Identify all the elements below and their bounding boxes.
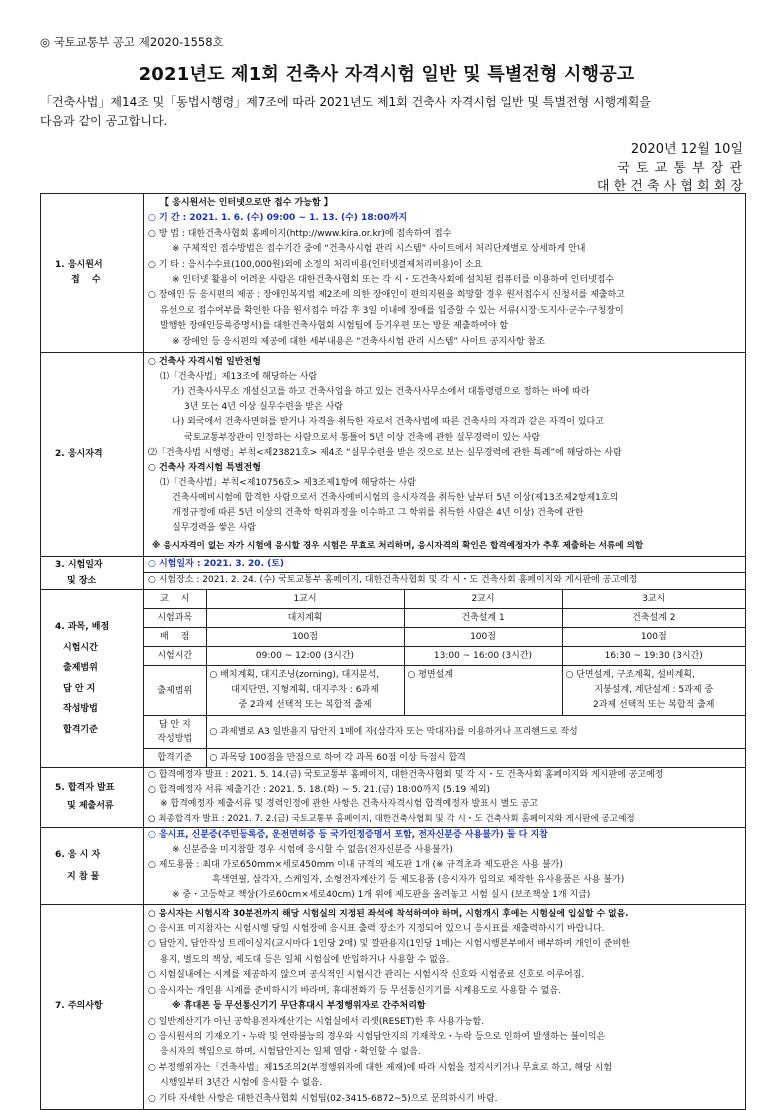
content-line: 용지, 별도의 책상, 제도대 등은 일체 시험실에 반입하거나 사용할 수 없음. [160,954,450,965]
content-line: ○ 제도용품 : 최대 가로650mm×세로450mm 이내 규격의 제도판 1개 (※ 규격초과 제도판은 사용 불가) [148,860,563,871]
content-line: 개정규정에 따른 5년 이상의 건축학 학위과정을 이수하고 그 학위를 취득한 사람은 4년 이상) 건축에 관한 [172,508,584,518]
content-line: ○ 응시자는 시험시작 30분전까지 해당 시험실의 지정된 좌석에 착석하여야 하며, 시험개시 후에는 시험실에 입실할 수 없음. [148,908,629,919]
content-line: ※ 응시자격이 없는 자가 시험에 응시할 경우 시험은 무효로 처리하며, 응시자격의 확인은 합격예정자가 추후 제출하는 서류에 의함 [152,541,644,552]
content-line: 건축사예비시험에 합격한 사람으로서 건축사예비시험의 응시자격을 취득한 날부터 5년 이상(제13조제2항제1호의 [172,492,619,503]
content-line: ○ 기 타 : 응시수수료(100,000원)외에 소정의 처리비용(인터넷결제처리비용)이 소요 [148,259,483,270]
cell: 16:30 ~ 19:30 (3시간) [562,647,745,666]
row-label: 배 점 [144,628,206,647]
row-subject [144,609,745,628]
issuer-ministry: 국 토 교 통 부 장 관 [617,161,743,176]
section-label: 6. 응 시 자 지 참 물 [41,827,144,904]
content-line: ○ 기 간 : 2021. 1. 6. (수) 09:00 ~ 1. 13. (수) 18:00까지 [148,213,408,224]
cell: ○ 과제별로 A3 일반용지 답안지 1매에 자(삼각자 또는 막대자)를 이용하거나 프리핸드로 작성 [206,716,745,749]
section-exam-date [41,557,746,590]
section-label: 1. 응시원서 접 수 [41,194,144,353]
content-line: ⑵「건축사법 시행령」부칙<제23821호> 제4조 “실무수련을 받은 것으로 보는 실무경력에 관한 특례”에 해당하는 사람 [148,447,622,458]
cell: 09:00 ~ 12:00 (3시간) [206,647,404,666]
content-line: ※ 합격예정자 제출서류 및 경력인정에 관한 사항은 건축사자격시험 합격예정자 발표시 별도 공고 [160,799,539,810]
section-content [144,194,746,353]
cell: ○ 단면설계, 구조계획, 설비계획, 지붕설계, 계단설계 : 5과제 중 2과제 선택적 또는 복합적 출제 [562,666,745,716]
content-line: ○ 합격예정자 서류 제출기간 : 2021. 5. 18.(화) ~ 5. 21.(금) 18:00까지 (5.19 제외) [148,784,491,795]
section-cautions [41,904,746,1109]
cell: 2교시 [404,590,562,609]
row-scope [144,666,745,716]
content-line: ○ 기타 자세한 사항은 대한건축사협회 시험팀(02-3415-6872~5)으로 문의하시기 바람. [148,1093,498,1104]
cell: ○ 배치계획, 대지조닝(zorning), 대지분석, 대지단면, 지형계획, 대지주차 : 6과제 중 2과제 선택적 또는 복합적 출제 [206,666,404,716]
content-line: ※ 장애인 등 응시편의 제공에 대한 세부내용은 “건축사시험 관리 시스템” 사이트 공지사항 참조 [172,336,545,347]
intro-text [40,93,745,131]
content-line: ○ 건축사 자격시험 일반전형 [148,357,261,368]
intro-line-2: 다음과 같이 공고합니다. [40,114,168,128]
section-content [144,557,746,590]
section-application [41,194,746,353]
row-answer [144,716,745,749]
content-line: ※ 중・고등학교 책상(가로60cm×세로40cm) 1개 위에 제도판을 올려놓고 시험 실시 (보조책상 1개 지급) [172,890,591,901]
content-line: ⑴「건축사법」부칙<제10756호> 제3조제1항에 해당하는 사람 [160,477,416,488]
page-title: 2021년도 제1회 건축사 자격시험 일반 및 특별전형 시행공고 [138,64,635,85]
section-label: 7. 주의사항 [41,904,144,1109]
section-content [144,827,746,904]
content-line: 흑색연필, 삼각자, 스케일자, 소형전자계산기 등 제도용품 (응시자가 임의로 제작한 유사용품은 사용 불가) [212,875,625,886]
content-line: ○ 방 법 : 대한건축사협회 홈페이지(http://www.kira.or.kr)에 접속하여 접수 [148,228,452,239]
cell: 1교시 [206,590,404,609]
notice-table [40,193,746,1110]
content-line: 국토교통부장관이 인정하는 사람으로서 통틀어 5년 이상 건축에 관한 실무경력이 있는 사람 [184,432,541,443]
section-eligibility [41,353,746,557]
content-line: 실무경력을 쌓은 사람 [172,523,256,534]
content-line: 가) 건축사사무소 개설신고를 하고 건축사업을 하고 있는 건축사사무소에서 대통령령으로 정하는 바에 따라 [172,387,590,398]
row-label: 시험과목 [144,609,206,628]
content-line: 3년 또는 4년 이상 실무수련을 받은 사람 [184,402,344,413]
content-line: ○ 시험장소 : 2021. 2. 24. (수) 국토교통부 홈페이지, 대한건축사협회 및 각 시・도 건축사회 홈페이지와 게시판에 공고예정 [144,572,745,588]
content-line: 발행한 장애인등록증명서)를 대한건축사협회 시험팀에 등기우편 또는 방문 제출하여야 함 [160,321,509,332]
notice-date: 2020년 12월 10일 [630,142,743,157]
section-results [41,768,746,827]
row-points [144,628,745,647]
row-pass [144,749,745,768]
notice-number: ◎ 국토교통부 공고 제2020-1558호 [40,35,224,49]
row-label: 출제범위 [144,666,206,716]
cell: 100점 [404,628,562,647]
cell: 13:00 ~ 16:00 (3시간) [404,647,562,666]
cell: 건축설계 1 [404,609,562,628]
section-subjects [41,590,746,768]
section-content [144,353,746,557]
row-label: 시험시간 [144,647,206,666]
content-line: 시행일부터 3년간 시험에 응시할 수 없음. [160,1078,322,1089]
cell: 건축설계 2 [562,609,745,628]
content-line: ※ 신분증을 미지참할 경우 시험에 응시할 수 없음(전자신분증 사용불가) [172,844,453,855]
content-line: ※ 휴대폰 등 무선통신기기 무단휴대시 부정행위자로 간주처리함 [172,1001,426,1012]
content-line: 유선으로 접수여부를 확인한 다음 원서접수 마감 후 3일 이내에 장애를 입증할 수 있는 서류(시장·도지사·군수·구청장이 [160,305,624,316]
content-line: ○ 최종합격자 발표 : 2021. 7. 2.(금) 국토교통부 홈페이지, 대한건축사협회 및 각 시・도 건축사회 홈페이지와 게시판에 공고예정 [148,814,635,825]
subjects-table [144,590,745,767]
content-line: ○ 장애인 등 응시편의 제공 : 장애인복지법 제2조에 의한 장애인이 편의지원을 희망할 경우 원서접수시 신청서를 제출하고 [148,290,625,301]
content-line: 응시자의 책임으로 하며, 시험답안지는 일체 열람・확인할 수 없음. [160,1047,421,1058]
content-line: 【 응시원서는 인터넷으로만 접수 가능함 】 [160,198,333,208]
content-line: ※ 인터넷 활용이 어려운 사람은 대한건축사협회 또는 각 시・도건축사회에 설치된 컴퓨터를 이용하여 인터넷접수 [172,275,615,286]
intro-line-1: 「건축사법」제14조 및「동법시행령」제7조에 따라 2021년도 제1회 건축사 자격시험 일반 및 특별전형 시행계획을 [40,95,651,109]
content-line: ○ 합격예정자 발표 : 2021. 5. 14.(금) 국토교통부 홈페이지, 대한건축사협회 및 각 시・도 건축사회 홈페이지와 게시판에 공고예정 [148,770,664,781]
content-line: ○ 부정행위자는「건축사법」제15조의2(부정행위자에 대한 제재)에 따라 시험을 정지시키거나 무효로 하고, 해당 시험 [148,1062,613,1073]
content-line: ○ 응시표, 신분증(주민등록증, 운전면허증 등 국가인정증명서 포함, 전자신분증 사용불가) 둘 다 지참 [148,829,548,840]
cell: 100점 [206,628,404,647]
content-line: ○ 일반계산기가 아닌 공학용전자계산기는 시험실에서 리셋(RESET)한 후 사용가능함. [148,1016,485,1027]
section-items [41,827,746,904]
section-content [144,590,746,768]
cell: 100점 [562,628,745,647]
section-label: 5. 합격자 발표 및 제출서류 [41,768,144,827]
content-line: ○ 건축사 자격시험 특별전형 [148,462,261,473]
content-line: ○ 응시원서의 기재오기・누락 및 연락불능의 경우와 시험답안지의 기재착오・누락 등으로 인하여 발생하는 불이익은 [148,1031,606,1042]
content-line: ○ 시험일자 : 2021. 3. 20. (토) [148,559,285,570]
section-content [144,904,746,1109]
cell: 대지계획 [206,609,404,628]
row-time [144,647,745,666]
content-line: ○ 시험실내에는 시계를 제공하지 않으며 공식적인 시험시간 관리는 시험시작 신호와 시험종료 신호로 이루어짐. [148,970,585,981]
content-line: ○ 응시자는 개인용 시계를 준비하시기 바라며, 휴대전화기 등 무선통신기기를 시계용도로 사용할 수 없음. [148,985,562,996]
row-label: 답 안 지 작성방법 [144,716,206,749]
cell: 3교시 [562,590,745,609]
section-content [144,768,746,827]
section-label: 4. 과목, 배점 시험시간 출제범위 답 안 지 작성방법 합격기준 [41,590,144,768]
section-label: 3. 시험일자 및 장소 [41,557,144,590]
content-line: ⑴「건축사법」제13조에 해당하는 사람 [160,372,318,383]
cell: ○ 과목당 100점을 만점으로 하여 각 과목 60점 이상 득점시 합격 [206,749,745,768]
row-session [144,590,745,609]
issuer-association: 대 한 건 축 사 협 회 회 장 [596,179,743,194]
row-label: 교 시 [144,590,206,609]
content-line: ○ 응시표 미지참자는 시험시행 당일 시험장에 응시표 출력 장소가 지정되어 있으니 응시표를 재출력하시기 바랍니다. [148,924,605,935]
cell: ○ 평면설계 [404,666,562,716]
content-line: 나) 외국에서 건축사면허를 받거나 자격을 취득한 자로서 건축사법에 따른 건축사의 자격과 같은 자격이 있다고 [172,417,604,428]
section-label: 2. 응시자격 [41,353,144,557]
content-line: ○ 답안지, 답안작성 트레이싱지(교시마다 1인당 2매) 및 깔판용지(1인당 1매)는 시험시행본부에서 배부하며 개인이 준비한 [148,939,630,950]
row-label: 합격기준 [144,749,206,768]
content-line: ※ 구체적인 접수방법은 접수기간 중에 “건축사시험 관리 시스템” 사이트에서 처리단계별로 상세하게 안내 [172,244,586,255]
